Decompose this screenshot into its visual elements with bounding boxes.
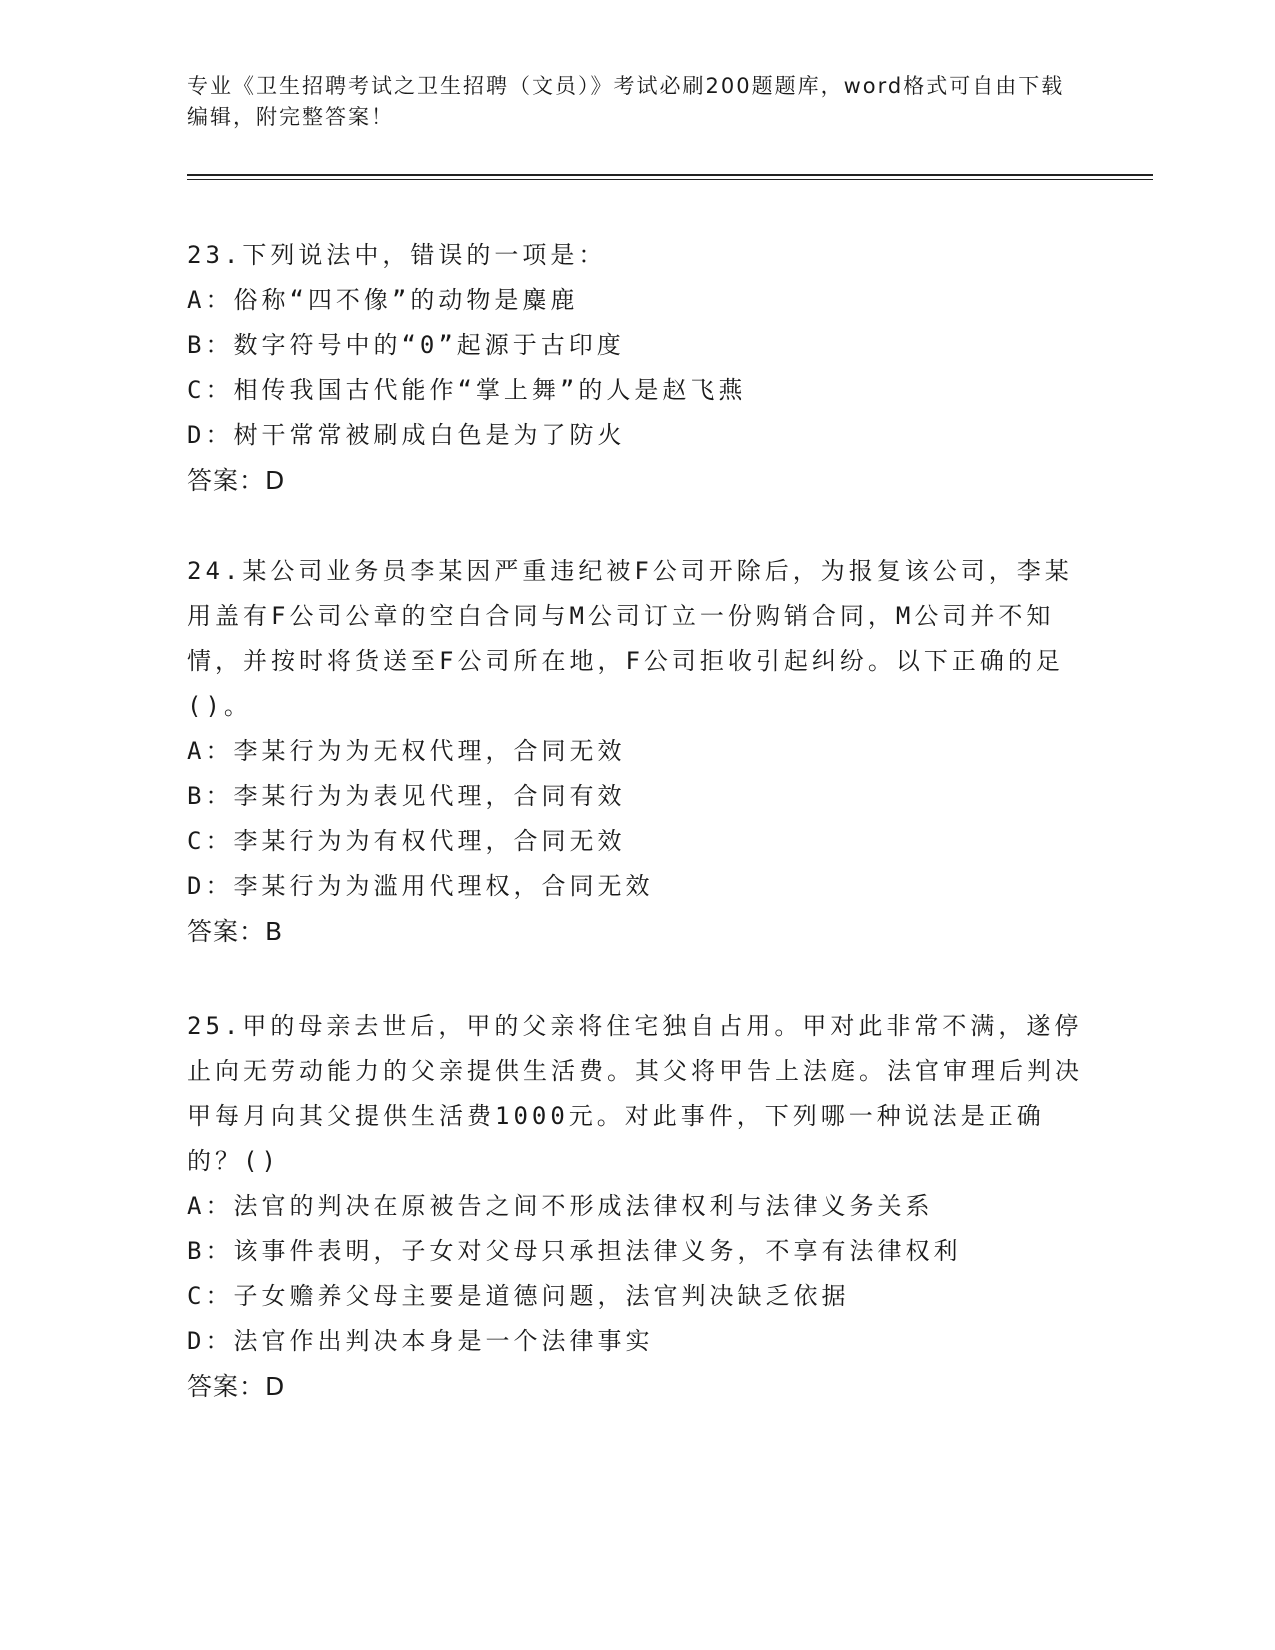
answer-line: 答案：B [187, 917, 284, 946]
question-text: 24.某公司业务员李某因严重违纪被F公司开除后，为报复该公司，李某用盖有F公司公章的空白合同与M公司订立一份购销合同，M公司并不知情，并按时将货送至F公司所在地，F公司拒收引起纠纷。以下正确的足()。 [187, 557, 1073, 720]
question-block [187, 549, 1087, 954]
answer-line: 答案：D [187, 1372, 286, 1401]
option-d: D：法官作出判决本身是一个法律事实 [187, 1327, 654, 1355]
question-text: 23.下列说法中，错误的一项是： [187, 241, 607, 269]
answer-line: 答案：D [187, 466, 286, 495]
option-c: C：子女赡养父母主要是道德问题，法官判决缺乏依据 [187, 1282, 850, 1310]
option-a: A：俗称“四不像”的动物是麋鹿 [187, 286, 579, 314]
option-b: B：李某行为为表见代理，合同有效 [187, 782, 626, 810]
option-a: A：法官的判决在原被告之间不形成法律权利与法律义务关系 [187, 1192, 934, 1220]
option-c: C：相传我国古代能作“掌上舞”的人是赵飞燕 [187, 376, 747, 404]
option-list [187, 1184, 1087, 1364]
question-text: 25.甲的母亲去世后，甲的父亲将住宅独自占用。甲对此非常不满，遂停止向无劳动能力的父亲提供生活费。其父将甲告上法庭。法官审理后判决甲每月向其父提供生活费1000元。对此事件，下列哪一种说法是正确的？() [187, 1012, 1083, 1175]
option-list [187, 278, 1087, 458]
option-d: D：树干常常被刷成白色是为了防火 [187, 421, 626, 449]
document-header: 专业《卫生招聘考试之卫生招聘（文员）》考试必刷200题题库，word格式可自由下载编辑，附完整答案！ [187, 74, 1065, 129]
header-divider [187, 174, 1153, 180]
option-b: B：该事件表明，子女对父母只承担法律义务，不享有法律权利 [187, 1237, 962, 1265]
option-c: C：李某行为为有权代理，合同无效 [187, 827, 626, 855]
option-list [187, 729, 1087, 909]
question-block [187, 233, 1087, 503]
option-d: D：李某行为为滥用代理权，合同无效 [187, 872, 654, 900]
option-a: A：李某行为为无权代理，合同无效 [187, 737, 626, 765]
option-b: B：数字符号中的“0”起源于古印度 [187, 331, 625, 359]
question-block [187, 1004, 1087, 1409]
